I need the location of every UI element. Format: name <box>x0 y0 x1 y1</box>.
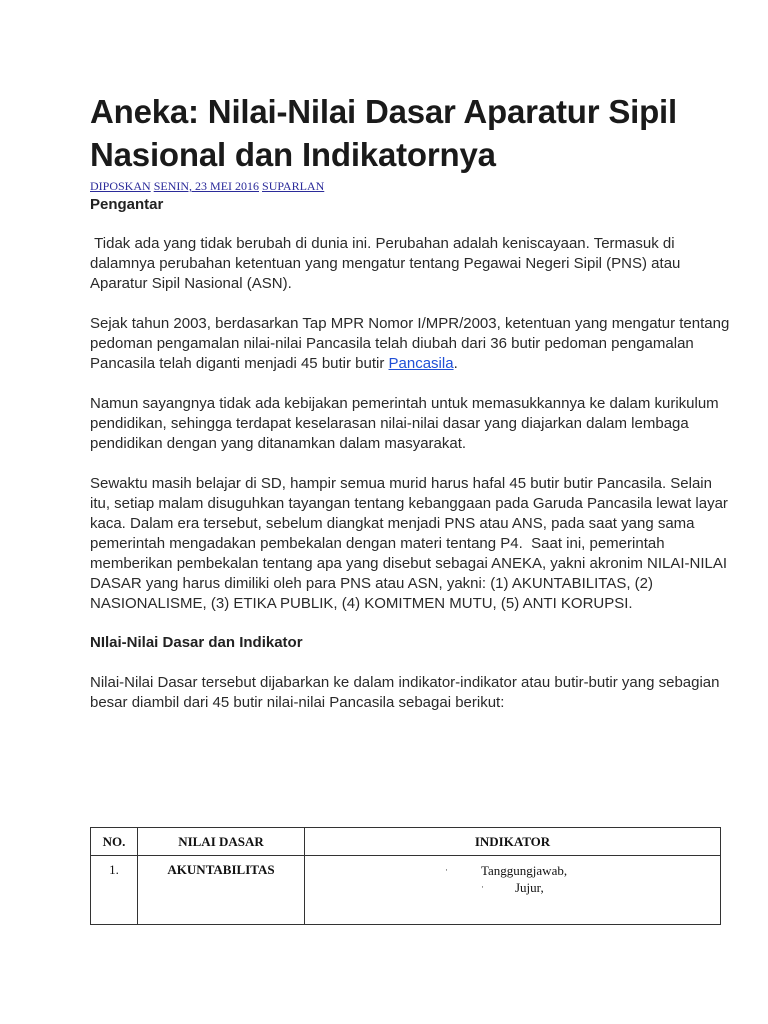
paragraph-5: Nilai-Nilai Dasar tersebut dijabarkan ke dalam indikator-indikator atau butir-butir yang sebagian besar diambil dari 45 butir nilai-nilai Pancasila sebagai berikut: <box>90 674 720 711</box>
row-indikator <box>305 856 721 925</box>
indikator-text: Tanggungjawab, <box>481 863 568 878</box>
post-meta <box>90 179 730 193</box>
paragraph-2-text: Sejak tahun 2003, berdasarkan Tap MPR Nomor I/MPR/2003, ketentuan yang mengatur tentang pedoman pengamalan nilai-nilai Pancasila telah diubah dari 36 butir pedoman pengamalan Pancasila telah diganti menjadi 45 butir butir <box>90 315 730 372</box>
header-no: NO. <box>91 828 138 856</box>
paragraph-3: Namun sayangnya tidak ada kebijakan pemerintah untuk memasukkannya ke dalam kurikulum pendidikan, sehingga terdapat keselarasan nilai-nilai dasar yang diajarkan dalam lembaga pendidikan dengan yang ditanamkan dalam masyarakat. <box>90 395 719 452</box>
bullet-icon: · <box>445 865 448 875</box>
indikator-text: Jujur, <box>515 880 544 895</box>
intro-heading: Pengantar <box>90 196 164 213</box>
pancasila-link[interactable]: Pancasila <box>388 355 454 372</box>
list-item <box>309 862 716 879</box>
bullet-icon: · <box>481 882 484 892</box>
header-nilai-dasar: NILAI DASAR <box>138 828 305 856</box>
posted-label: DIPOSKAN <box>90 179 151 193</box>
header-indikator: INDIKATOR <box>305 828 721 856</box>
row-nilai: AKUNTABILITAS <box>138 856 305 925</box>
article-title: Aneka: Nilai-Nilai Dasar Aparatur Sipil Nasional dan Indikatornya <box>90 93 677 173</box>
paragraph-2 <box>90 314 730 374</box>
paragraph-4: Sewaktu masih belajar di SD, hampir semua murid harus hafal 45 butir butir Pancasila. Selain itu, setiap malam disuguhkan tayangan tentang kebanggaan pada Garuda Pancasila lewat layar kaca. Dalam era tersebut, sebelum diangkat menjadi PNS atau ANS, pada saat yang sama pemerintah mengadakan pembekalan dengan materi tentang P4. Saat ini, pemerintah memberikan pembekalan tentang apa yang disebut sebagai ANEKA, yakni akronim NILAI-NILAI DASAR yang harus dimiliki oleh para PNS atau ASN, yakni: (1) AKUNTABILITAS, (2) NASIONALISME, (3) ETIKA PUBLIK, (4) KOMITMEN MUTU, (5) ANTI KORUPSI. <box>90 475 733 612</box>
post-date-link[interactable]: SENIN, 23 MEI 2016 <box>153 179 260 193</box>
paragraph-1: Tidak ada yang tidak berubah di dunia ini. Perubahan adalah keniscayaan. Termasuk di dalamnya perubahan ketentuan yang mengatur tentang Pegawai Negeri Sipil (PNS) atau Aparatur Sipil Nasional (ASN). <box>90 235 684 292</box>
values-table <box>90 827 721 925</box>
row-no: 1. <box>91 856 138 925</box>
list-item <box>309 879 716 896</box>
table-row <box>91 856 721 925</box>
values-heading: NIlai-Nilai Dasar dan Indikator <box>90 634 303 651</box>
paragraph-2-end: . <box>453 355 458 372</box>
author-link[interactable]: SUPARLAN <box>262 179 325 193</box>
table-header-row <box>91 828 721 856</box>
document-page <box>90 90 733 895</box>
